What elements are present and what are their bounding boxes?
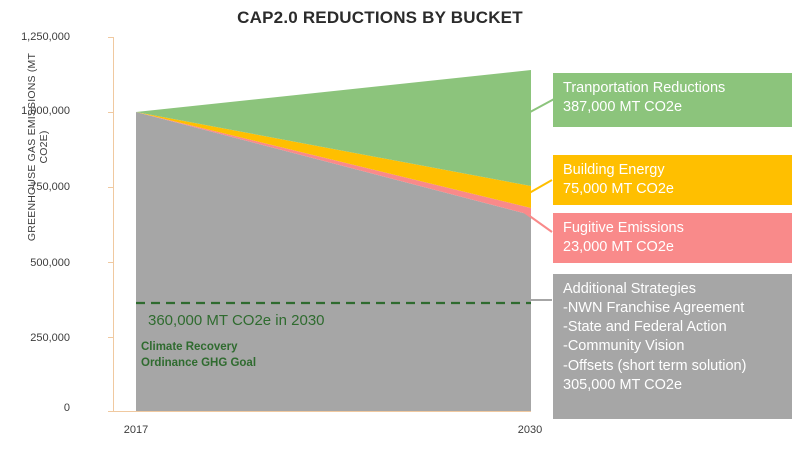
goal-annotation-sub-1: Climate Recovery — [141, 341, 238, 353]
callout-additional-line-2: -State and Federal Action — [563, 319, 727, 336]
callout-additional-line-3: -Community Vision — [563, 338, 685, 355]
callout-transportation-value: 387,000 MT CO2e — [563, 99, 683, 116]
callout-additional-value: 305,000 MT CO2e — [563, 376, 683, 393]
callout-additional-line-1: -NWN Franchise Agreement — [563, 300, 745, 317]
callout-fugitive-title: Fugitive Emissions — [563, 220, 684, 236]
callout-additional-title: Additional Strategies — [563, 281, 696, 297]
callout-transportation[interactable] — [553, 73, 792, 127]
y-tick-label: 750,000 — [30, 181, 70, 193]
x-tick-label: 2017 — [123, 424, 149, 436]
callout-fugitive-value: 23,000 MT CO2e — [563, 239, 674, 256]
callout-additional-line-4: -Offsets (short term solution) — [563, 357, 747, 374]
chart-title: CAP2.0 REDUCTIONS BY BUCKET — [237, 8, 523, 27]
y-axis-title: GREENHOUSE GAS EMISSIONS (MT CO2E) — [26, 52, 50, 242]
y-tick-label: 0 — [63, 402, 70, 414]
y-tick-label: 1,000,000 — [21, 105, 70, 117]
goal-annotation-sub-2: Ordinance GHG Goal — [141, 357, 257, 369]
x-tick-label: 2030 — [517, 424, 543, 436]
y-tick-label: 1,250,000 — [21, 31, 70, 43]
y-tick-label: 500,000 — [30, 257, 70, 269]
goal-annotation-label: 360,000 MT CO2e in 2030 — [148, 312, 325, 329]
callout-fugitive-emissions[interactable] — [553, 213, 792, 263]
callout-building-energy[interactable] — [553, 155, 792, 205]
callout-additional-strategies[interactable] — [553, 274, 792, 419]
callout-transportation-title: Tranportation Reductions — [563, 80, 726, 96]
y-tick-label: 250,000 — [30, 332, 70, 344]
callout-building-value: 75,000 MT CO2e — [563, 181, 674, 198]
callout-building-title: Building Energy — [563, 162, 665, 178]
